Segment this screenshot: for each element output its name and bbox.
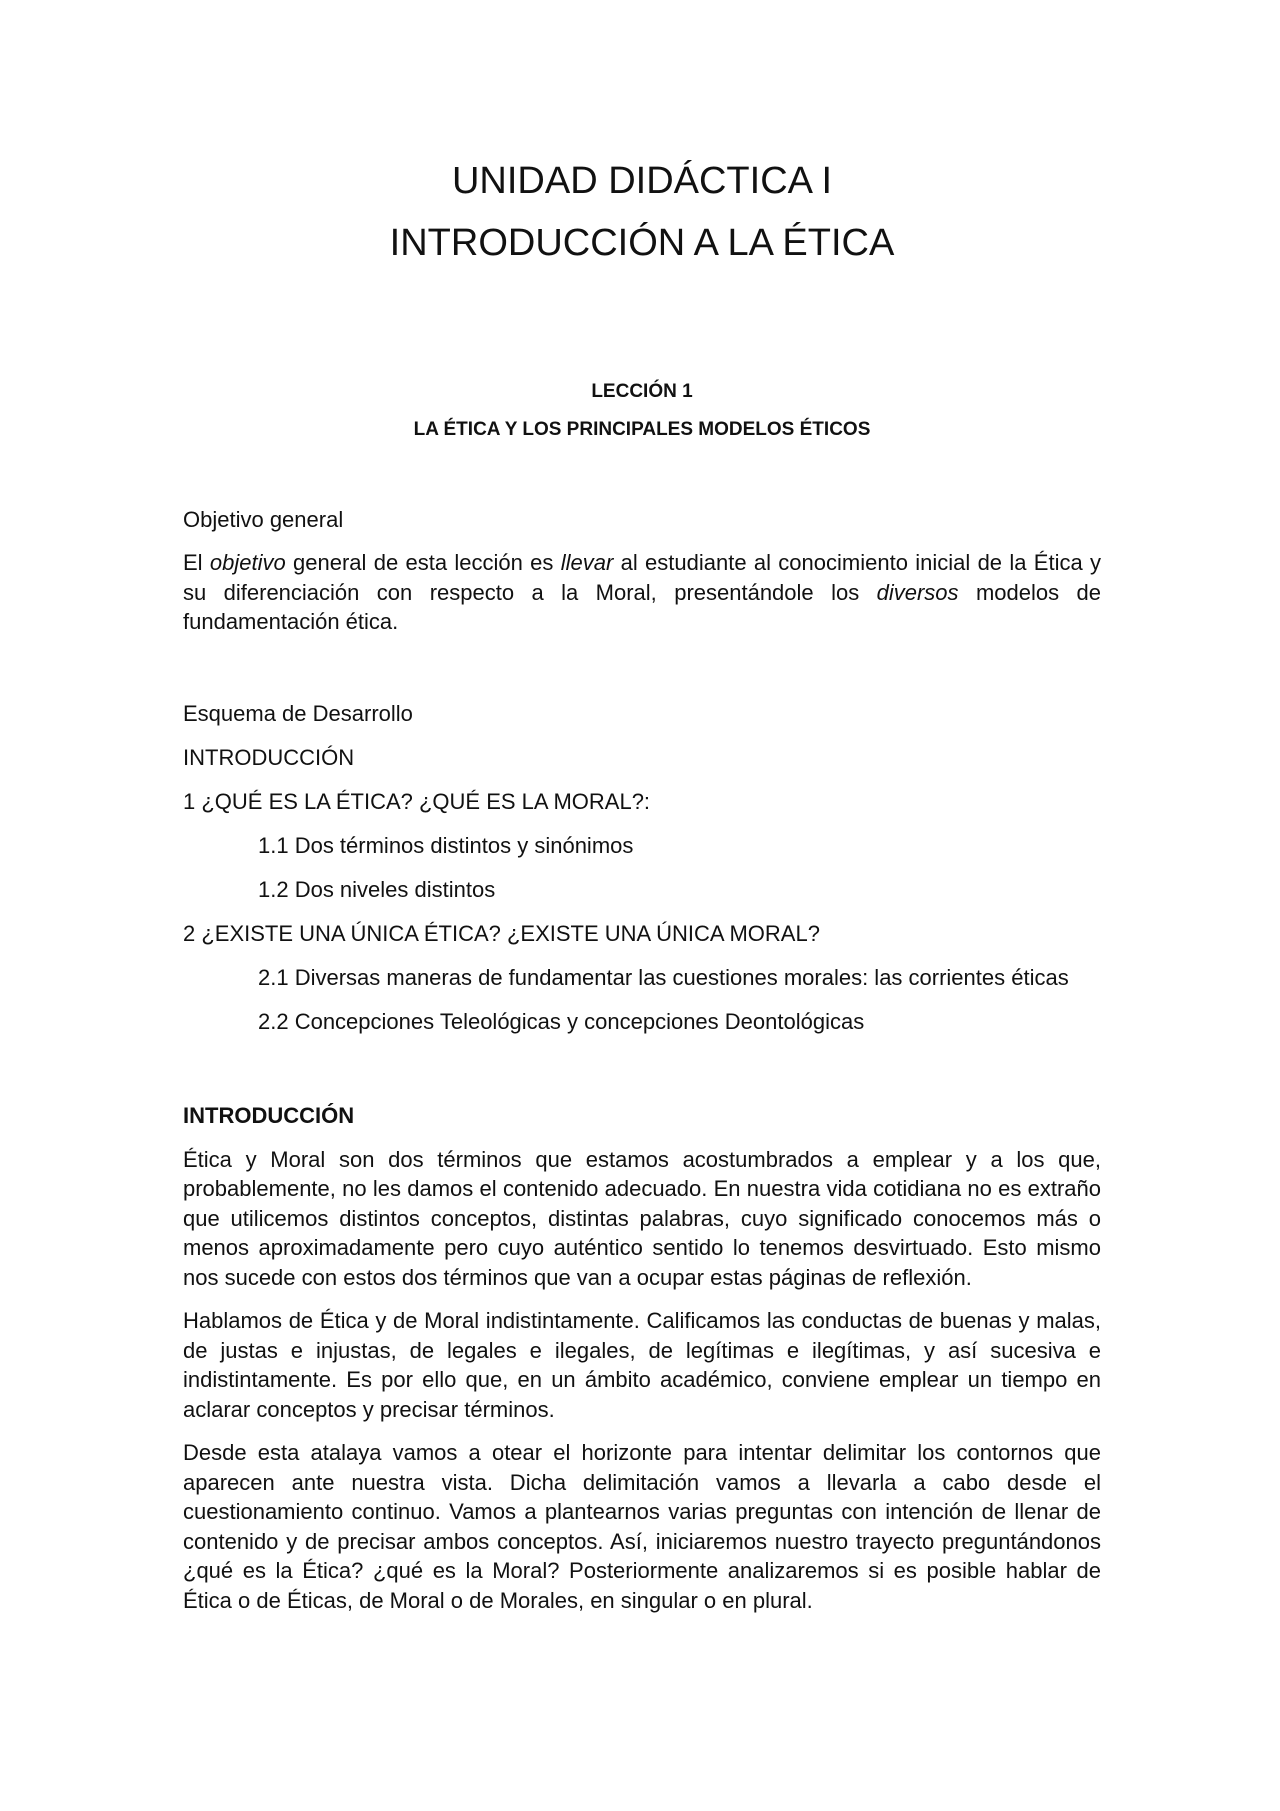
scheme-item-1-2: 1.2 Dos niveles distintos <box>258 876 496 902</box>
objective-emphasis: llevar <box>560 550 614 575</box>
objective-text <box>183 548 1101 637</box>
introduction-paragraph-1: Ética y Moral son dos términos que estamos acostumbrados a emplear y a los que, probablemente, no les damos el contenido adecuado. En nuestra vida cotidiana no es extraño que utilicemos distintos conceptos, distintas palabras, cuyo significado conocemos más o menos aproximadamente pero cuyo auténtico sentido lo tenemos desvirtuado. Esto mismo nos sucede con estos dos términos que van a ocupar estas páginas de reflexión. <box>183 1146 1101 1290</box>
unit-title <box>183 150 1101 274</box>
scheme-item-2-1: 2.1 Diversas maneras de fundamentar las cuestiones morales: las corrientes éticas <box>258 964 1069 990</box>
objective-emphasis: diversos <box>876 579 959 605</box>
scheme-item-1: 1 ¿QUÉ ES LA ÉTICA? ¿QUÉ ES LA MORAL?: <box>183 788 651 814</box>
scheme-item-2-2: 2.2 Concepciones Teleológicas y concepciones Deontológicas <box>258 1008 865 1034</box>
scheme-list <box>183 743 1101 1037</box>
introduction-heading: INTRODUCCIÓN <box>183 1102 355 1128</box>
scheme-item-2: 2 ¿EXISTE UNA ÚNICA ÉTICA? ¿EXISTE UNA ÚNICA MORAL? <box>183 920 820 946</box>
objective-text-part: El <box>183 550 210 575</box>
lesson-heading <box>183 380 1101 442</box>
page-content <box>183 150 1101 1615</box>
objective-text-part: general de esta lección es <box>285 550 561 575</box>
scheme-label: Esquema de Desarrollo <box>183 700 413 726</box>
objective-label: Objetivo general <box>183 507 344 532</box>
objective-text-part: al estudiante al conocimiento inicial de la Ética y su diferenciación con respecto a la Moral, presentándole los <box>183 550 1101 605</box>
lesson-title: LA ÉTICA Y LOS PRINCIPALES MODELOS ÉTICOS <box>413 419 871 440</box>
unit-title-line-1: UNIDAD DIDÁCTICA I <box>451 160 833 202</box>
introduction-paragraph-2: Hablamos de Ética y de Moral indistintamente. Calificamos las conductas de buenas y malas, de justas e injustas, de legales e ilegales, de legítimas e ilegítimas, y así sucesiva e indistintamente. Es por ello que, en un ámbito académico, conviene emplear un tiempo en aclarar conceptos y precisar términos. <box>183 1308 1101 1422</box>
scheme-item-intro: INTRODUCCIÓN <box>183 744 355 770</box>
objective-text-part: modelos de fundamentación ética. <box>183 579 1101 634</box>
scheme-item-1-1: 1.1 Dos términos distintos y sinónimos <box>258 832 634 858</box>
unit-title-line-2: INTRODUCCIÓN A LA ÉTICA <box>389 222 895 264</box>
lesson-number: LECCIÓN 1 <box>591 381 693 402</box>
objective-emphasis: objetivo <box>209 550 286 575</box>
introduction-paragraph-3: Desde esta atalaya vamos a otear el horizonte para intentar delimitar los contornos que aparecen ante nuestra vista. Dicha delimitación vamos a llevarla a cabo desde el cuestionamiento continuo. Vamos a plantearnos varias preguntas con intención de llenar de contenido y de precisar ambos conceptos. Así, iniciaremos nuestro trayecto preguntándonos ¿qué es la Ética? ¿qué es la Moral? Posteriormente analizaremos si es posible hablar de Ética o de Éticas, de Moral o de Morales, en singular o en plural. <box>183 1440 1101 1613</box>
